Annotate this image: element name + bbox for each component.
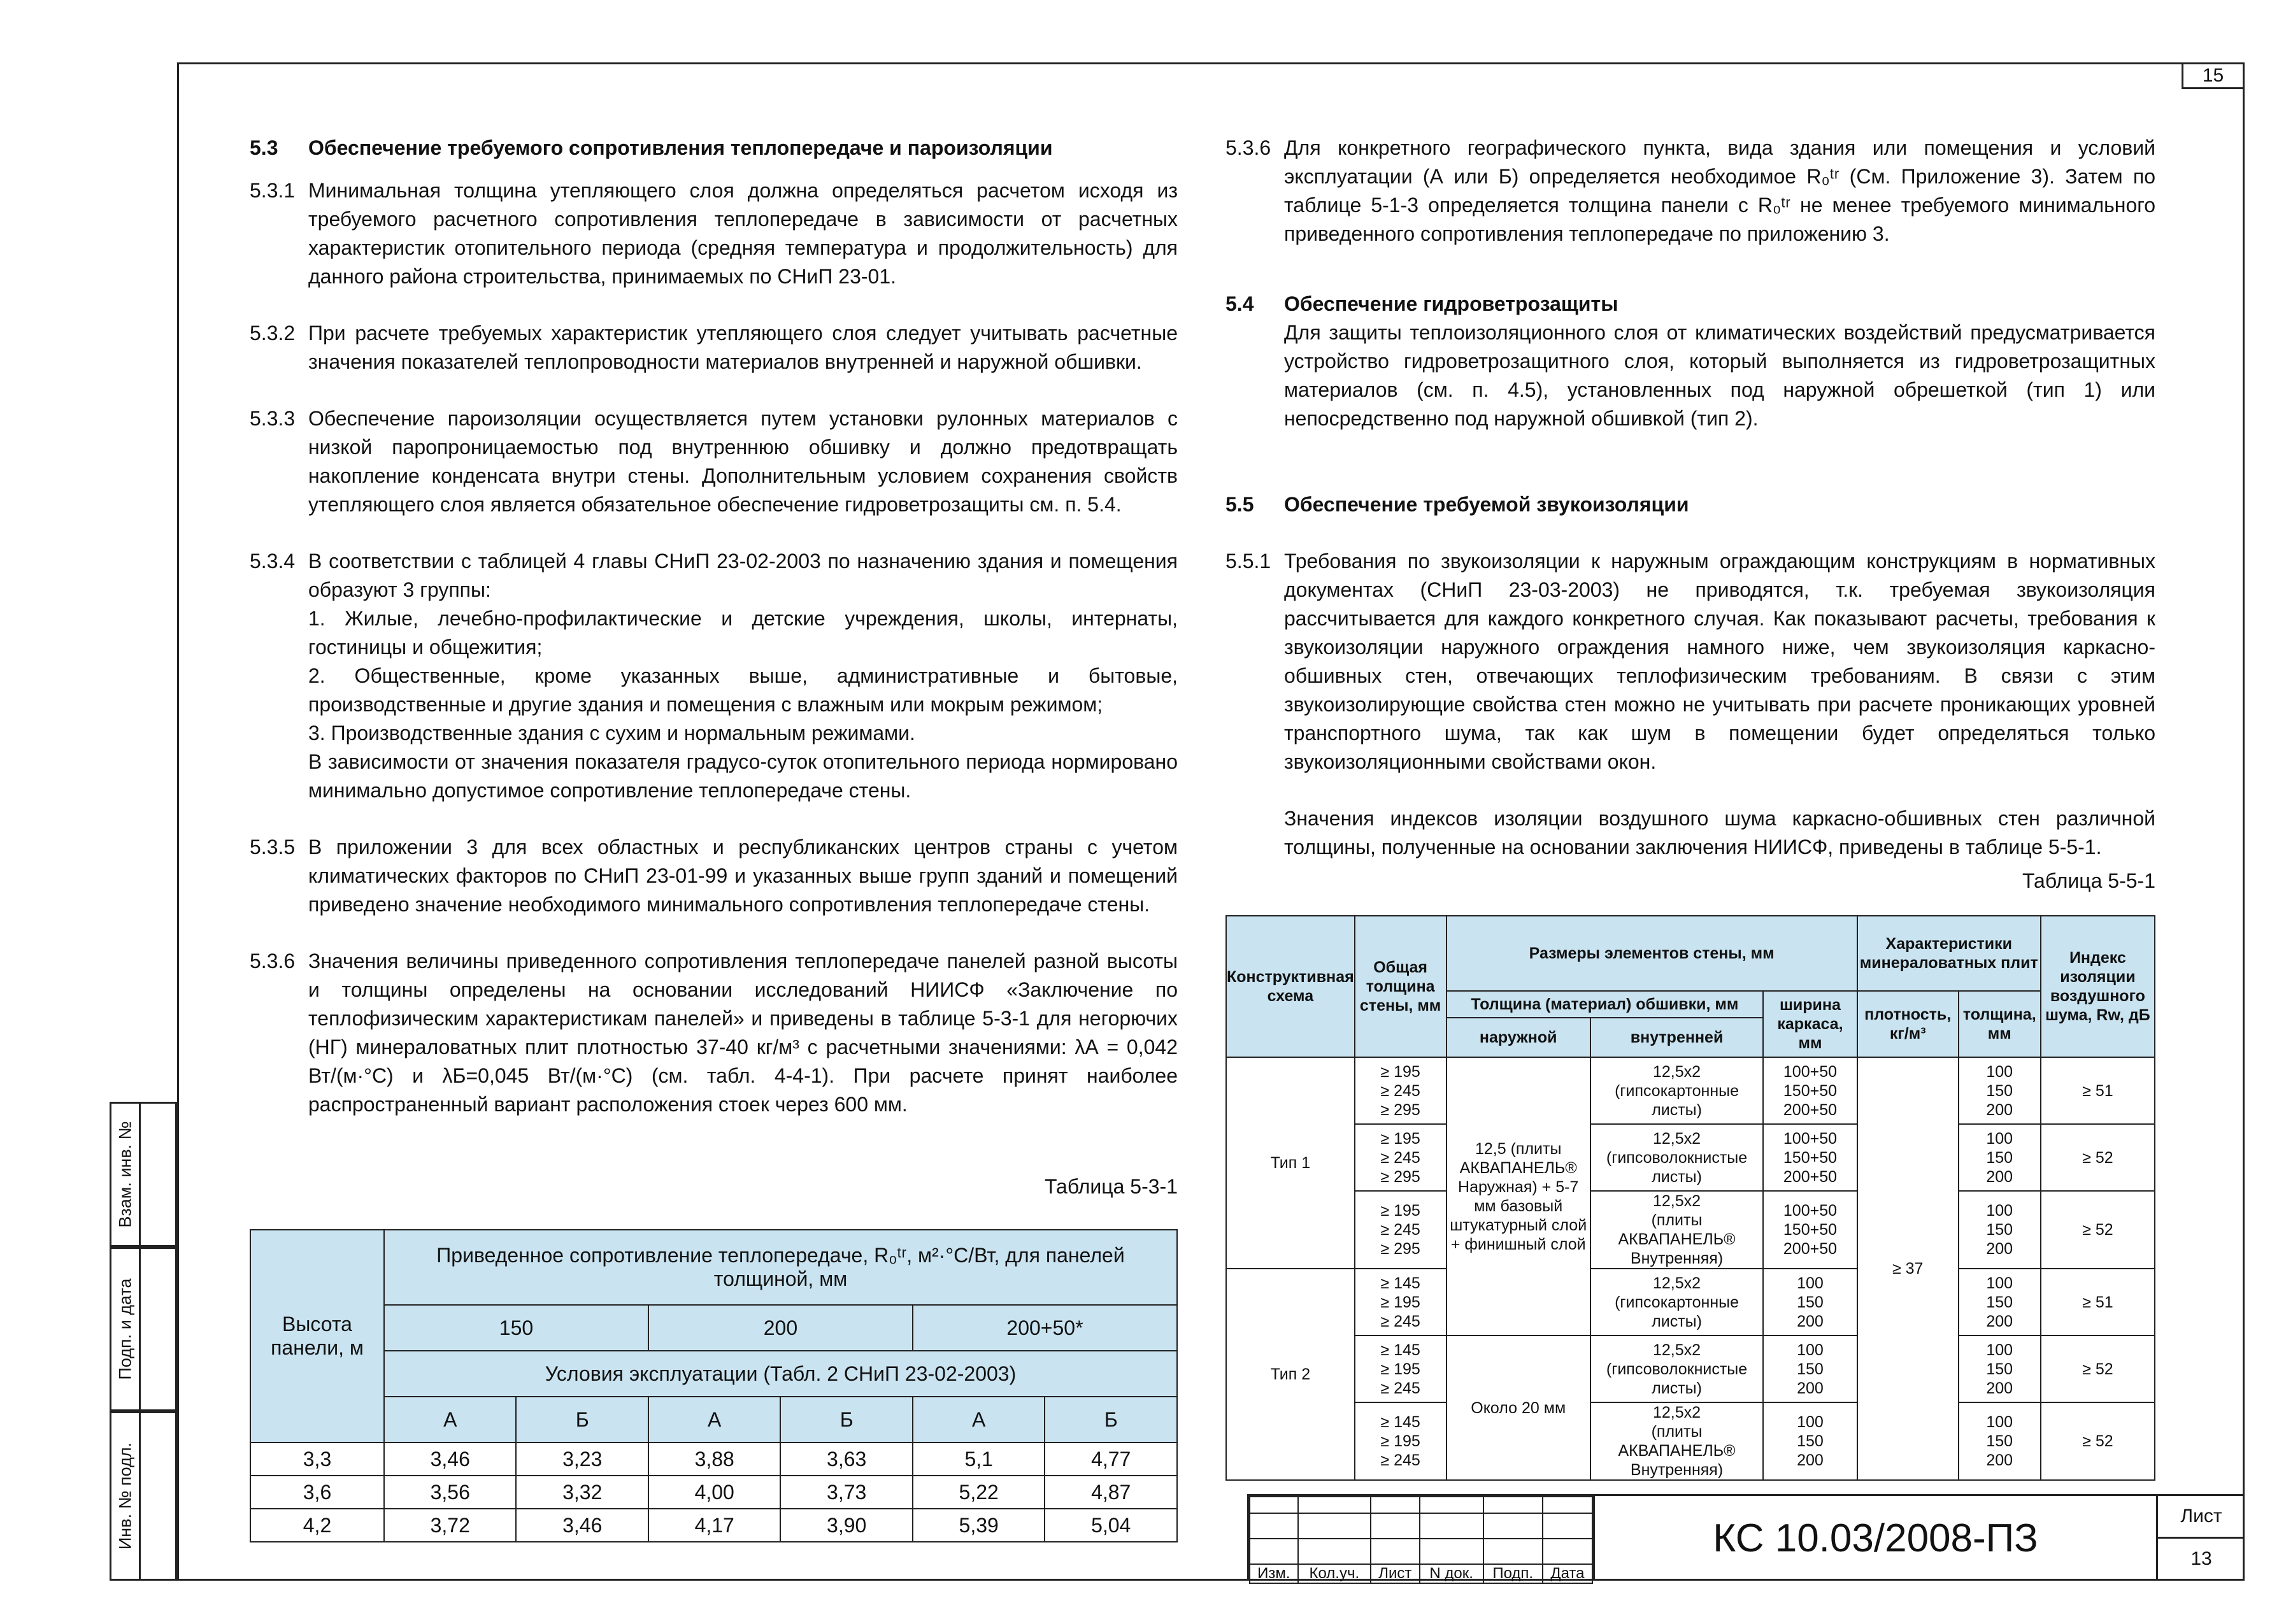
cell-scheme: Тип 1 bbox=[1226, 1057, 1355, 1269]
cell-inner: 12,5х2 (гипсокартонные листы) bbox=[1590, 1057, 1763, 1124]
cell-value: 3,23 bbox=[516, 1442, 648, 1476]
header-skin: Толщина (материал) обшивки, мм bbox=[1447, 991, 1764, 1018]
table-row bbox=[1226, 1402, 2155, 1480]
para-5-5-1b bbox=[1225, 804, 2155, 862]
cell-total: ≥ 145 ≥ 195 ≥ 245 bbox=[1355, 1402, 1447, 1480]
header-outer: наружной bbox=[1447, 1018, 1590, 1057]
section-title: Обеспечение требуемой звукоизоляции bbox=[1284, 493, 1689, 516]
cell-total: ≥ 195 ≥ 245 ≥ 295 bbox=[1355, 1191, 1447, 1269]
para-num: 5.3.4 bbox=[250, 550, 296, 573]
cell-value: 3,90 bbox=[780, 1509, 912, 1542]
section-num: 5.5 bbox=[1225, 493, 1254, 516]
header-scheme: Конструктивная схема bbox=[1226, 916, 1355, 1057]
left-column bbox=[250, 134, 1178, 1119]
stamp-label: Подп. и дата bbox=[115, 1278, 134, 1380]
header-resistance: Приведенное сопротивление теплопередаче, R₀ᵗʳ, м²·°С/Вт, для панелей толщиной, мм bbox=[384, 1230, 1177, 1305]
cell-value: 5,22 bbox=[913, 1476, 1045, 1509]
section-num: 5.4 bbox=[1225, 292, 1254, 315]
cell-value: 3,56 bbox=[384, 1476, 516, 1509]
table-row bbox=[1226, 1336, 2155, 1402]
table-row bbox=[1226, 1269, 2155, 1336]
section-title: Обеспечение требуемого сопротивления теплопередаче и пароизоляции bbox=[308, 136, 1053, 159]
table-caption: Таблица 5-5-1 bbox=[2022, 869, 2155, 892]
header-thick: толщина, мм bbox=[1959, 991, 2041, 1057]
cell-height: 3,6 bbox=[250, 1476, 384, 1509]
revision-header: Подп. bbox=[1483, 1564, 1543, 1583]
revision-grid bbox=[1249, 1496, 1593, 1584]
section-heading-5-4 bbox=[1225, 290, 2155, 318]
list-item: 2. Общественные, кроме указанных выше, административные и бытовые, производственные и другие здания и помещения с влажным или мокрым режимом; bbox=[308, 664, 1178, 716]
para-5-3-1 bbox=[250, 176, 1178, 291]
revision-header: Кол.уч. bbox=[1298, 1564, 1371, 1583]
cell-scheme: Тип 2 bbox=[1226, 1269, 1355, 1480]
cell-value: 4,00 bbox=[648, 1476, 780, 1509]
header-condition: Б bbox=[780, 1397, 912, 1442]
cell-thick: 100 150 200 bbox=[1959, 1191, 2041, 1269]
cell-value: 3,88 bbox=[648, 1442, 780, 1476]
cell-index: ≥ 52 bbox=[2041, 1124, 2155, 1191]
cell-width: 100 150 200 bbox=[1763, 1402, 1857, 1480]
para-text: Обеспечение пароизоляции осуществляется путем установки рулонных материалов с низкой паропроницаемостью под внутреннюю обшивку и должно предотвращать накопление конденсата внутри стены. Дополнительным условием сохранения свойств утепляющего слоя является обязательное обеспечение гидроветрозащиты см. п. 5.4. bbox=[308, 407, 1178, 516]
section-heading-5-5 bbox=[1225, 490, 2155, 519]
header-sizes: Размеры элементов стены, мм bbox=[1447, 916, 1857, 991]
cell-total: ≥ 145 ≥ 195 ≥ 245 bbox=[1355, 1269, 1447, 1336]
header-inner: внутренней bbox=[1590, 1018, 1763, 1057]
para-num: 5.3.6 bbox=[250, 950, 296, 972]
cell-value: 3,63 bbox=[780, 1442, 912, 1476]
cell-value: 5,39 bbox=[913, 1509, 1045, 1542]
cell-value: 4,87 bbox=[1045, 1476, 1177, 1509]
cell-index: ≥ 52 bbox=[2041, 1191, 2155, 1269]
revision-header: N док. bbox=[1420, 1564, 1483, 1583]
cell-total: ≥ 145 ≥ 195 ≥ 245 bbox=[1355, 1336, 1447, 1402]
para-num: 5.3.5 bbox=[250, 836, 296, 858]
cell-outer: 12,5 (плиты АКВАПАНЕЛЬ® Наружная) + 5-7 мм базовый штукатурный слой + финишный слой bbox=[1447, 1057, 1590, 1336]
para-text: Значения индексов изоляции воздушного шума каркасно-обшивных стен различной толщины, полученные на основании заключения НИИСФ, приведены в таблице 5-5-1. bbox=[1284, 807, 2155, 858]
cell-inner: 12,5х2 (плиты АКВАПАНЕЛЬ® Внутренняя) bbox=[1590, 1191, 1763, 1269]
table-row bbox=[1226, 1191, 2155, 1269]
header-condition: А bbox=[913, 1397, 1045, 1442]
header-height: Высота панели, м bbox=[250, 1230, 384, 1442]
para-text: Минимальная толщина утепляющего слоя должна определяться расчетом исходя из требуемого расчетного сопротивления теплопередаче в зависимости от расчетных характеристик отопительного периода (средняя температура и продолжительность) для данного района строительства, принимаемых по СНиП 23-01. bbox=[308, 179, 1178, 288]
para-text: Для конкретного географического пункта, вида здания или помещения и условий эксплуатации (А или Б) определяется необходимое R₀ᵗʳ (См. Приложение 3). Затем по таблице 5-1-3 определяется толщина панели с R₀ᵗʳ не менее требуемого минимального приведенного сопротивления теплопередаче по приложению 3. bbox=[1284, 136, 2156, 245]
para-5-3-6b bbox=[1225, 134, 2155, 248]
cell-inner: 12,5х2 (плиты АКВАПАНЕЛЬ® Внутренняя) bbox=[1590, 1402, 1763, 1480]
table-row bbox=[1226, 1124, 2155, 1191]
para-5-3-2 bbox=[250, 319, 1178, 376]
para-num: 5.3.2 bbox=[250, 322, 296, 345]
section-title: Обеспечение гидроветрозащиты bbox=[1284, 292, 1618, 315]
section-heading-5-3 bbox=[250, 134, 1178, 162]
header-thickness: 200+50* bbox=[913, 1305, 1177, 1351]
cell-outer: Около 20 мм bbox=[1447, 1336, 1590, 1480]
revision-header: Дата bbox=[1543, 1564, 1592, 1583]
stamp-orig-inv bbox=[110, 1411, 177, 1581]
header-density: плотность, кг/м³ bbox=[1857, 991, 1959, 1057]
table-row bbox=[250, 1442, 1177, 1476]
para-5-5-1 bbox=[1225, 547, 2155, 776]
sheet-label: Лист bbox=[2180, 1506, 2222, 1527]
header-condition: А bbox=[384, 1397, 516, 1442]
header-total: Общая толщина стены, мм bbox=[1355, 916, 1447, 1057]
cell-width: 100 150 200 bbox=[1763, 1336, 1857, 1402]
cell-value: 3,72 bbox=[384, 1509, 516, 1542]
revision-header: Изм. bbox=[1250, 1564, 1298, 1583]
section-num: 5.3 bbox=[250, 136, 278, 159]
title-block bbox=[1247, 1494, 2245, 1581]
list-item: 3. Производственные здания с сухим и нормальным режимами. bbox=[308, 722, 915, 744]
cell-density: ≥ 37 bbox=[1857, 1057, 1959, 1480]
cell-value: 3,73 bbox=[780, 1476, 912, 1509]
cell-width: 100 150 200 bbox=[1763, 1269, 1857, 1336]
para-5-3-4 bbox=[250, 547, 1178, 805]
cell-width: 100+50 150+50 200+50 bbox=[1763, 1124, 1857, 1191]
cell-height: 3,3 bbox=[250, 1442, 384, 1476]
stamp-label: Взам. инв. № bbox=[115, 1121, 134, 1228]
cell-value: 3,32 bbox=[516, 1476, 648, 1509]
header-condition: Б bbox=[1045, 1397, 1177, 1442]
right-column bbox=[1225, 134, 2155, 895]
cell-inner: 12,5х2 (гипсокартонные листы) bbox=[1590, 1269, 1763, 1336]
table-row bbox=[1226, 1057, 2155, 1124]
para-5-3-3 bbox=[250, 404, 1178, 519]
cell-value: 3,46 bbox=[516, 1509, 648, 1542]
stamp-sign-date bbox=[110, 1247, 177, 1411]
header-thickness: 150 bbox=[384, 1305, 648, 1351]
sheet-cell bbox=[2156, 1496, 2245, 1581]
table-row bbox=[250, 1476, 1177, 1509]
para-5-4 bbox=[1225, 318, 2155, 433]
header-width: ширина каркаса, мм bbox=[1763, 991, 1857, 1057]
para-text: В приложении 3 для всех областных и республиканских центров страны с учетом климатических факторов по СНиП 23-01-99 и указанных выше групп зданий и помещений приведено значение необходимого минимального сопротивления теплопередаче стены. bbox=[308, 836, 1178, 916]
cell-thick: 100 150 200 bbox=[1959, 1057, 2041, 1124]
stamp-replaced-inv bbox=[110, 1102, 177, 1247]
para-text: В соответствии с таблицей 4 главы СНиП 23-02-2003 по назначению здания и помещения образуют 3 группы: bbox=[308, 550, 1178, 601]
cell-thick: 100 150 200 bbox=[1959, 1336, 2041, 1402]
cell-width: 100+50 150+50 200+50 bbox=[1763, 1057, 1857, 1124]
revision-header: Лист bbox=[1371, 1564, 1420, 1583]
stamp-label: Инв. № подл. bbox=[115, 1442, 134, 1550]
page-number: 15 bbox=[2182, 62, 2243, 89]
header-char: Характеристики минераловатных плит bbox=[1857, 916, 2041, 991]
para-text: Требования по звукоизоляции к наружным ограждающим конструкциям в нормативных документах (СНиП 23-03-2003) не приводятся, т.к. требуемая звукоизоляция рассчитывается для каждого конкретного случая. Как показывают расчеты, требования к звукоизоляции наружного ограждения намного ниже, чем звукоизоляция каркасно-обшивных стен, отвечающих теплофизическим требованиям. В связи с этим звукоизолирующие свойства стен можно не учитывать при расчете проникающих уровней транспортного шума, так как шум в помещении будет определяться только звукоизоляционными свойствами окон. bbox=[1284, 550, 2155, 773]
para-num: 5.5.1 bbox=[1225, 550, 1271, 573]
document-code: КС 10.03/2008-ПЗ bbox=[1593, 1496, 2156, 1581]
cell-width: 100+50 150+50 200+50 bbox=[1763, 1191, 1857, 1269]
para-text: Для защиты теплоизоляционного слоя от климатических воздействий предусматривается устройство гидроветрозащитного слоя, который выполняется из гидроветрозащитных материалов (см. п. 4.5), установленных под наружной обрешеткой (тип 1) или непосредственно под наружной обшивкой (тип 2). bbox=[1284, 321, 2155, 430]
para-5-3-6 bbox=[250, 947, 1178, 1119]
cell-index: ≥ 51 bbox=[2041, 1057, 2155, 1124]
para-text: Значения величины приведенного сопротивления теплопередаче панелей разной высоты и толщины определены на основании исследований НИИСФ «Заключение по теплофизическим характеристикам панелей» и приведены в таблице 5-3-1 для негорючих (НГ) минераловатных плит плотностью 37-40 кг/м³ с расчетными значениями: λА = 0,042 Вт/(м·°С) и λБ=0,045 Вт/(м·°С) (см. табл. 4-4-1). При расчете принят наиболее распространенный вариант расположения стоек через 600 мм. bbox=[308, 950, 1178, 1116]
para-num: 5.3.1 bbox=[250, 179, 296, 202]
header-thickness: 200 bbox=[648, 1305, 913, 1351]
para-text: В зависимости от значения показателя градусо-суток отопительного периода нормировано минимально допустимое сопротивление теплопередаче стены. bbox=[308, 750, 1178, 802]
cell-total: ≥ 195 ≥ 245 ≥ 295 bbox=[1355, 1057, 1447, 1124]
cell-thick: 100 150 200 bbox=[1959, 1124, 2041, 1191]
table-5-5-1 bbox=[1225, 915, 2155, 1481]
cell-height: 4,2 bbox=[250, 1509, 384, 1542]
cell-value: 4,17 bbox=[648, 1509, 780, 1542]
cell-value: 5,04 bbox=[1045, 1509, 1177, 1542]
sheet-number: 13 bbox=[2158, 1537, 2245, 1579]
cell-value: 4,77 bbox=[1045, 1442, 1177, 1476]
cell-inner: 12,5х2 (гипсоволокнистые листы) bbox=[1590, 1124, 1763, 1191]
table-caption: Таблица 5-3-1 bbox=[1044, 1175, 1178, 1198]
header-condition: А bbox=[648, 1397, 780, 1442]
cell-thick: 100 150 200 bbox=[1959, 1269, 2041, 1336]
header-conditions: Условия эксплуатации (Табл. 2 СНиП 23-02-2003) bbox=[384, 1351, 1177, 1397]
cell-value: 5,1 bbox=[913, 1442, 1045, 1476]
cell-thick: 100 150 200 bbox=[1959, 1402, 2041, 1480]
header-index: Индекс изоляции воздушного шума, Rw, дБ bbox=[2041, 916, 2155, 1057]
cell-index: ≥ 51 bbox=[2041, 1269, 2155, 1336]
para-text: При расчете требуемых характеристик утепляющего слоя следует учитывать расчетные значения показателей теплопроводности материалов внутренней и наружной обшивки. bbox=[308, 322, 1178, 373]
cell-index: ≥ 52 bbox=[2041, 1402, 2155, 1480]
table-5-3-1 bbox=[250, 1229, 1178, 1542]
cell-index: ≥ 52 bbox=[2041, 1336, 2155, 1402]
list-item: 1. Жилые, лечебно-профилактические и детские учреждения, школы, интернаты, гостиницы и общежития; bbox=[308, 607, 1178, 659]
header-condition: Б bbox=[516, 1397, 648, 1442]
para-5-3-5 bbox=[250, 833, 1178, 919]
para-num: 5.3.6 bbox=[1225, 136, 1271, 159]
para-num: 5.3.3 bbox=[250, 407, 296, 430]
cell-value: 3,46 bbox=[384, 1442, 516, 1476]
cell-total: ≥ 195 ≥ 245 ≥ 295 bbox=[1355, 1124, 1447, 1191]
cell-inner: 12,5х2 (гипсоволокнистые листы) bbox=[1590, 1336, 1763, 1402]
table-row bbox=[250, 1509, 1177, 1542]
